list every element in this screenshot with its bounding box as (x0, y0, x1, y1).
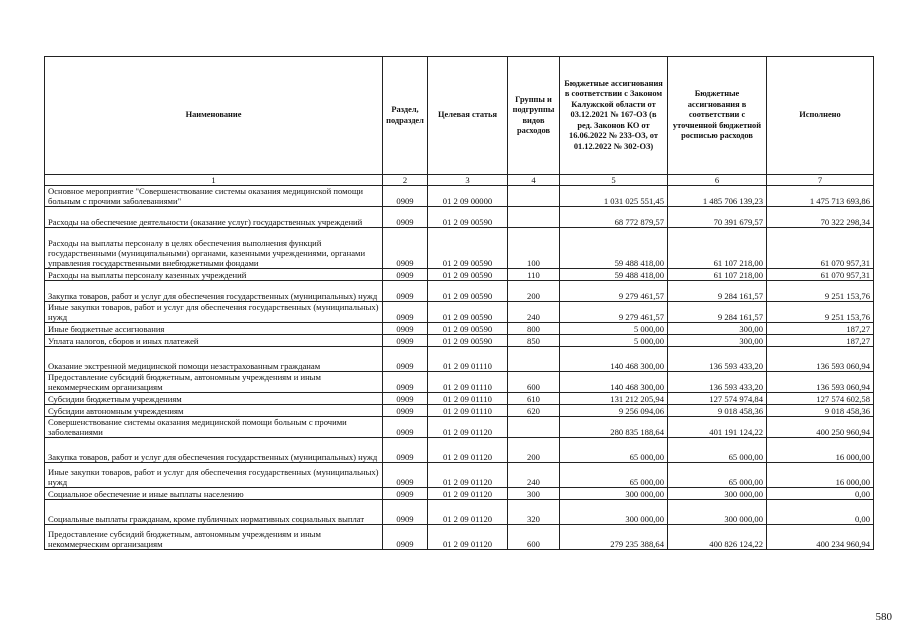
row-article: 01 2 09 00590 (428, 281, 508, 302)
row-article: 01 2 09 01120 (428, 417, 508, 438)
row-assignments-list: 127 574 974,84 (668, 393, 767, 405)
row-article: 01 2 09 01120 (428, 500, 508, 525)
table-row (45, 207, 874, 228)
row-name: Иные закупки товаров, работ и услуг для обеспечения государственных (муниципальных) нужд (45, 463, 383, 488)
row-assignments-law: 65 000,00 (560, 463, 668, 488)
row-assignments-list: 136 593 433,20 (668, 372, 767, 393)
row-group: 850 (508, 335, 560, 347)
row-section: 0909 (383, 488, 428, 500)
row-executed: 127 574 602,58 (767, 393, 874, 405)
table-row (45, 281, 874, 302)
row-assignments-list: 61 107 218,00 (668, 269, 767, 281)
table-row (45, 417, 874, 438)
row-name: Уплата налогов, сборов и иных платежей (45, 335, 383, 347)
row-article: 01 2 09 00590 (428, 335, 508, 347)
row-assignments-law: 9 279 461,57 (560, 302, 668, 323)
row-name: Предоставление субсидий бюджетным, автономным учреждениям и иным некоммерческим организациям (45, 525, 383, 550)
row-assignments-list: 61 107 218,00 (668, 228, 767, 269)
row-group: 240 (508, 463, 560, 488)
table-body (45, 186, 874, 550)
row-assignments-list: 1 485 706 139,23 (668, 186, 767, 207)
table-row (45, 347, 874, 372)
row-assignments-law: 9 256 094,06 (560, 405, 668, 417)
row-executed: 16 000,00 (767, 438, 874, 463)
row-assignments-law: 59 488 418,00 (560, 228, 668, 269)
row-name: Основное мероприятие "Совершенствование системы оказания медицинской помощи больным с прочими заболеваниями" (45, 186, 383, 207)
row-assignments-list: 136 593 433,20 (668, 347, 767, 372)
header-group: Группы и подгруппы видов расходов (508, 57, 560, 175)
row-section: 0909 (383, 323, 428, 335)
row-assignments-list: 300,00 (668, 335, 767, 347)
row-executed: 9 251 153,76 (767, 281, 874, 302)
column-index: 7 (767, 175, 874, 186)
row-section: 0909 (383, 347, 428, 372)
budget-table (44, 56, 874, 550)
row-section: 0909 (383, 500, 428, 525)
row-assignments-law: 65 000,00 (560, 438, 668, 463)
row-assignments-law: 280 835 188,64 (560, 417, 668, 438)
table-row (45, 228, 874, 269)
row-article: 01 2 09 00590 (428, 207, 508, 228)
row-group: 100 (508, 228, 560, 269)
row-assignments-list: 70 391 679,57 (668, 207, 767, 228)
row-executed: 9 018 458,36 (767, 405, 874, 417)
row-group (508, 417, 560, 438)
row-executed: 70 322 298,34 (767, 207, 874, 228)
row-assignments-list: 9 284 161,57 (668, 302, 767, 323)
table-row (45, 269, 874, 281)
table-row (45, 500, 874, 525)
row-assignments-law: 131 212 205,94 (560, 393, 668, 405)
row-group: 200 (508, 438, 560, 463)
row-article: 01 2 09 01110 (428, 372, 508, 393)
row-group: 610 (508, 393, 560, 405)
row-name: Социальное обеспечение и иные выплаты населению (45, 488, 383, 500)
row-assignments-list: 300,00 (668, 323, 767, 335)
row-article: 01 2 09 00590 (428, 228, 508, 269)
table-row (45, 372, 874, 393)
row-executed: 187,27 (767, 323, 874, 335)
row-executed: 61 070 957,31 (767, 269, 874, 281)
row-name: Расходы на выплаты персоналу казенных учреждений (45, 269, 383, 281)
table-row (45, 438, 874, 463)
row-assignments-law: 1 031 025 551,45 (560, 186, 668, 207)
row-assignments-law: 140 468 300,00 (560, 347, 668, 372)
row-assignments-law: 279 235 388,64 (560, 525, 668, 550)
row-executed: 61 070 957,31 (767, 228, 874, 269)
row-name: Совершенствование системы оказания медицинской помощи больным с прочими заболеваниями (45, 417, 383, 438)
row-assignments-law: 300 000,00 (560, 500, 668, 525)
row-group (508, 186, 560, 207)
table-row (45, 323, 874, 335)
row-group: 240 (508, 302, 560, 323)
row-name: Социальные выплаты гражданам, кроме публичных нормативных социальных выплат (45, 500, 383, 525)
header-assignments-law: Бюджетные ассигнования в соответствии с Законом Калужской области от 03.12.2021 № 167-ОЗ (в ред. Законов КО от 16.06.2022 № 233-ОЗ, от 01.12.2022 № 302-ОЗ) (560, 57, 668, 175)
row-group: 600 (508, 372, 560, 393)
row-name: Иные бюджетные ассигнования (45, 323, 383, 335)
table-row (45, 525, 874, 550)
row-group (508, 207, 560, 228)
row-article: 01 2 09 00000 (428, 186, 508, 207)
row-section: 0909 (383, 405, 428, 417)
row-article: 01 2 09 01110 (428, 405, 508, 417)
row-group: 800 (508, 323, 560, 335)
row-name: Закупка товаров, работ и услуг для обеспечения государственных (муниципальных) нужд (45, 281, 383, 302)
row-assignments-list: 401 191 124,22 (668, 417, 767, 438)
column-index: 5 (560, 175, 668, 186)
header-section: Раздел, подраздел (383, 57, 428, 175)
row-assignments-list: 65 000,00 (668, 463, 767, 488)
column-index-row (45, 175, 874, 186)
row-section: 0909 (383, 228, 428, 269)
row-article: 01 2 09 01120 (428, 438, 508, 463)
row-section: 0909 (383, 302, 428, 323)
column-index: 2 (383, 175, 428, 186)
header-executed: Исполнено (767, 57, 874, 175)
row-article: 01 2 09 00590 (428, 323, 508, 335)
row-group: 200 (508, 281, 560, 302)
row-group: 300 (508, 488, 560, 500)
table-row (45, 302, 874, 323)
row-executed: 136 593 060,94 (767, 347, 874, 372)
row-executed: 187,27 (767, 335, 874, 347)
table-row (45, 186, 874, 207)
row-article: 01 2 09 01110 (428, 347, 508, 372)
column-index: 1 (45, 175, 383, 186)
row-article: 01 2 09 00590 (428, 269, 508, 281)
row-section: 0909 (383, 335, 428, 347)
row-executed: 400 234 960,94 (767, 525, 874, 550)
row-assignments-list: 65 000,00 (668, 438, 767, 463)
column-index: 3 (428, 175, 508, 186)
row-section: 0909 (383, 525, 428, 550)
table-row (45, 488, 874, 500)
header-name: Наименование (45, 57, 383, 175)
row-assignments-list: 9 284 161,57 (668, 281, 767, 302)
row-group: 320 (508, 500, 560, 525)
row-section: 0909 (383, 463, 428, 488)
row-name: Субсидии автономным учреждениям (45, 405, 383, 417)
row-executed: 16 000,00 (767, 463, 874, 488)
row-assignments-law: 5 000,00 (560, 323, 668, 335)
row-group (508, 347, 560, 372)
row-assignments-law: 5 000,00 (560, 335, 668, 347)
row-executed: 0,00 (767, 500, 874, 525)
row-section: 0909 (383, 281, 428, 302)
row-executed: 400 250 960,94 (767, 417, 874, 438)
row-assignments-list: 9 018 458,36 (668, 405, 767, 417)
row-article: 01 2 09 01120 (428, 525, 508, 550)
row-article: 01 2 09 01120 (428, 488, 508, 500)
row-name: Субсидии бюджетным учреждениям (45, 393, 383, 405)
row-section: 0909 (383, 207, 428, 228)
row-assignments-law: 59 488 418,00 (560, 269, 668, 281)
row-assignments-law: 68 772 879,57 (560, 207, 668, 228)
row-article: 01 2 09 00590 (428, 302, 508, 323)
table-row (45, 405, 874, 417)
header-assignments-list: Бюджетные ассигнования в соответствии с уточненной бюджетной росписью расходов (668, 57, 767, 175)
row-executed: 0,00 (767, 488, 874, 500)
row-assignments-law: 9 279 461,57 (560, 281, 668, 302)
table-row (45, 393, 874, 405)
row-section: 0909 (383, 372, 428, 393)
row-executed: 9 251 153,76 (767, 302, 874, 323)
row-section: 0909 (383, 269, 428, 281)
row-section: 0909 (383, 186, 428, 207)
row-executed: 1 475 713 693,86 (767, 186, 874, 207)
row-section: 0909 (383, 393, 428, 405)
row-name: Оказание экстренной медицинской помощи незастрахованным гражданам (45, 347, 383, 372)
row-group: 600 (508, 525, 560, 550)
row-article: 01 2 09 01120 (428, 463, 508, 488)
row-executed: 136 593 060,94 (767, 372, 874, 393)
table-row (45, 335, 874, 347)
row-name: Предоставление субсидий бюджетным, автономным учреждениям и иным некоммерческим организациям (45, 372, 383, 393)
row-article: 01 2 09 01110 (428, 393, 508, 405)
page-number: 580 (875, 611, 892, 623)
row-group: 620 (508, 405, 560, 417)
header-row (45, 57, 874, 175)
row-assignments-list: 300 000,00 (668, 500, 767, 525)
row-group: 110 (508, 269, 560, 281)
row-name: Расходы на обеспечение деятельности (оказание услуг) государственных учреждений (45, 207, 383, 228)
table-row (45, 463, 874, 488)
row-assignments-law: 140 468 300,00 (560, 372, 668, 393)
header-article: Целевая статья (428, 57, 508, 175)
row-section: 0909 (383, 417, 428, 438)
row-section: 0909 (383, 438, 428, 463)
row-assignments-list: 300 000,00 (668, 488, 767, 500)
row-name: Расходы на выплаты персоналу в целях обеспечения выполнения функций государственными (муниципальными) органами, казенными учреждениями, органами управления государственными внебюджетными фондами (45, 228, 383, 269)
row-name: Иные закупки товаров, работ и услуг для обеспечения государственных (муниципальных) нужд (45, 302, 383, 323)
row-assignments-law: 300 000,00 (560, 488, 668, 500)
column-index: 4 (508, 175, 560, 186)
column-index: 6 (668, 175, 767, 186)
row-name: Закупка товаров, работ и услуг для обеспечения государственных (муниципальных) нужд (45, 438, 383, 463)
row-assignments-list: 400 826 124,22 (668, 525, 767, 550)
